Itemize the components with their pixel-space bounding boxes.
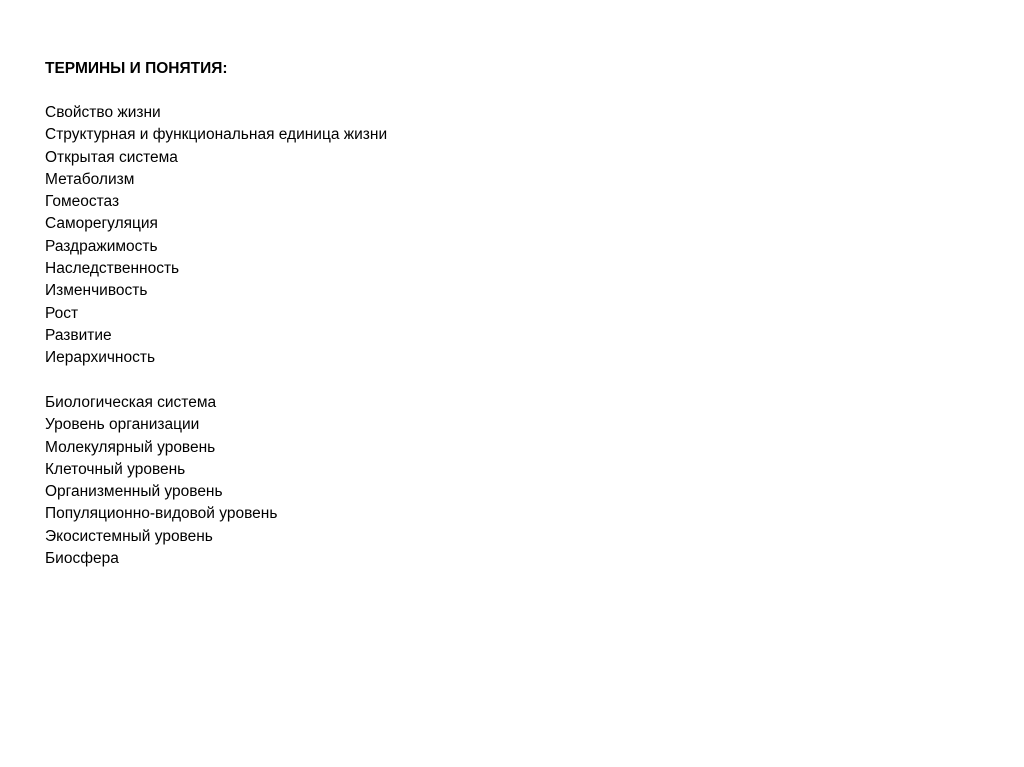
term-item: Саморегуляция <box>45 215 158 233</box>
term-item: Структурная и функциональная единица жизни <box>45 126 388 144</box>
term-item: Метаболизм <box>45 170 135 188</box>
terms-list-life-properties <box>45 102 387 370</box>
term-item: Развитие <box>45 326 112 344</box>
term-item: Раздражимость <box>45 237 158 255</box>
term-item: Свойство жизни <box>45 104 161 121</box>
term-item: Молекулярный уровень <box>45 438 216 456</box>
term-item: Уровень организации <box>45 416 200 434</box>
term-item: Изменчивость <box>45 282 148 300</box>
term-item: Экосистемный уровень <box>45 527 213 545</box>
page-heading: ТЕРМИНЫ И ПОНЯТИЯ: <box>45 60 228 77</box>
term-item: Популяционно-видовой уровень <box>45 505 278 523</box>
term-item: Открытая система <box>45 148 178 166</box>
term-item: Иерархичность <box>45 349 156 367</box>
term-item: Клеточный уровень <box>45 460 186 478</box>
term-item: Биосфера <box>45 550 119 568</box>
term-item: Рост <box>45 304 79 322</box>
terms-list-organization-levels <box>45 392 277 570</box>
term-item: Наследственность <box>45 260 180 278</box>
term-item: Гомеостаз <box>45 193 120 211</box>
term-item: Организменный уровень <box>45 483 223 501</box>
term-item: Биологическая система <box>45 394 217 411</box>
